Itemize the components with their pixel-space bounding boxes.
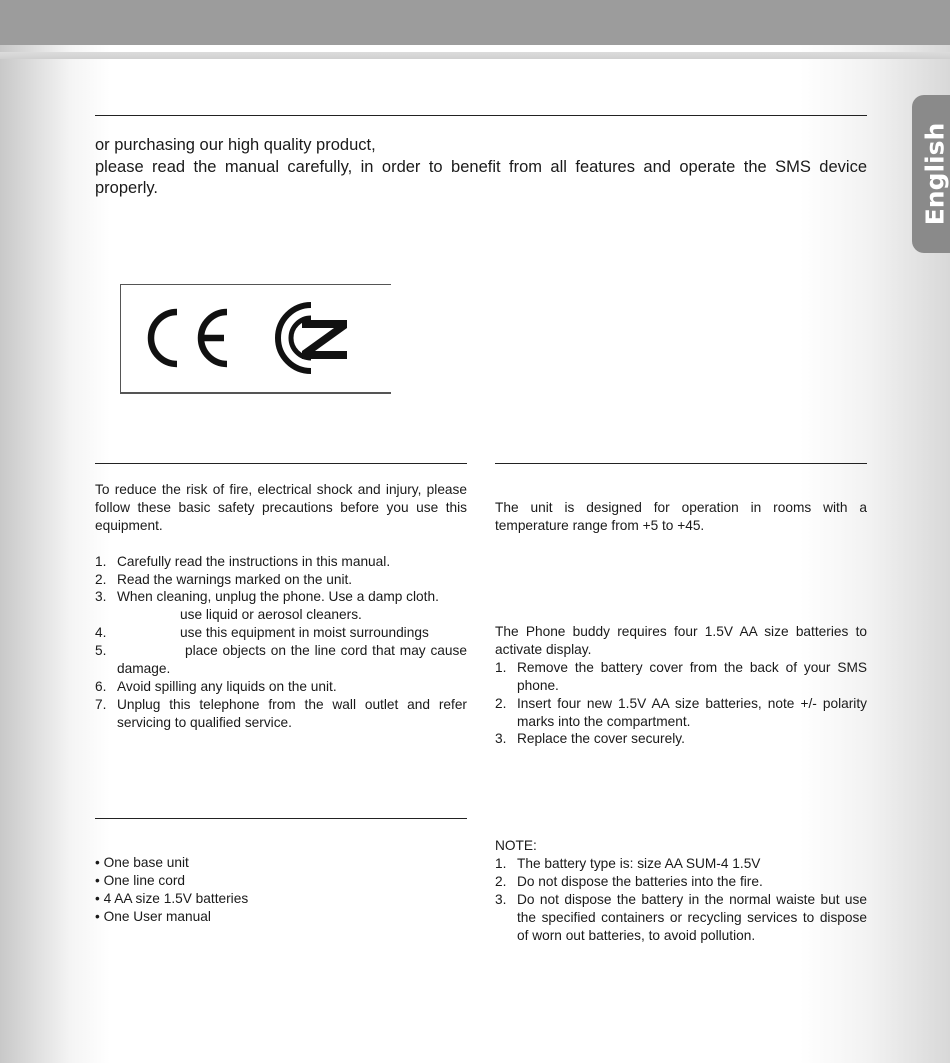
cz-mark-z: [302, 320, 347, 359]
battery-section: [495, 623, 867, 748]
list-item: 6. Avoid spilling any liquids on the unit.: [95, 678, 337, 694]
section-rule: [95, 115, 867, 116]
section-rule: [95, 818, 467, 819]
list-item: 3. Replace the cover securely.: [495, 731, 685, 747]
list-item: 7. Unplug this telephone from the wall outlet and refer servicing to qualified service.: [95, 696, 467, 730]
list-item: • 4 AA size 1.5V batteries: [95, 890, 249, 906]
environment-section: [495, 499, 867, 535]
cz-mark-outer-c: [278, 305, 311, 371]
list-item: 1. Remove the battery cover from the back of your SMS phone.: [495, 659, 867, 693]
list-item: • One base unit: [95, 855, 189, 870]
safety-section: [95, 481, 467, 732]
package-list: [95, 854, 467, 926]
ce-mark-c: [151, 312, 177, 364]
list-item: 2. Do not dispose the batteries into the fire.: [495, 873, 763, 889]
list-item: 3. Do not dispose the battery in the normal waiste but use the specified containers or recycling services to dispose of worn out batteries, to avoid pollution.: [495, 891, 867, 943]
section-rule: [95, 463, 467, 464]
safety-list: [95, 553, 467, 732]
intro-line-3: properly.: [95, 179, 158, 197]
safety-intro: To reduce the risk of fire, electrical shock and injury, please follow these basic safety precautions before you use this equipment.: [95, 482, 467, 533]
intro-text: [95, 135, 867, 200]
list-item: • One User manual: [95, 908, 211, 924]
note-section: [495, 837, 867, 944]
list-item: 4. use this equipment in moist surroundings: [95, 625, 429, 641]
language-tab[interactable]: [912, 95, 950, 253]
list-item: 1. Carefully read the instructions in this manual.: [95, 553, 391, 569]
intro-line-2: please read the manual carefully, in order to benefit from all features and operate the SMS device: [95, 157, 867, 176]
top-header-bar: [0, 0, 950, 45]
list-item: 2. Insert four new 1.5V AA size batteries, note +/- polarity marks into the compartment.: [495, 695, 867, 729]
note-label: NOTE:: [495, 838, 537, 853]
list-item: 5. place objects on the line cord that may cause damage.: [95, 643, 467, 677]
list-item: • One line cord: [95, 872, 186, 888]
header-stripe: [0, 52, 950, 59]
battery-list: [495, 659, 867, 749]
note-list: [495, 855, 867, 945]
list-item: 2. Read the warnings marked on the unit.: [95, 571, 353, 587]
list-item: 1. The battery type is: size AA SUM-4 1.5V: [495, 855, 761, 871]
list-item: 3. When cleaning, unplug the phone. Use a damp cloth.: [95, 589, 439, 605]
battery-intro: The Phone buddy requires four 1.5V AA size batteries to activate display.: [495, 624, 867, 657]
environment-text: The unit is designed for operation in rooms with a temperature range from +5 to +45.: [495, 500, 867, 533]
intro-line-1: or purchasing our high quality product,: [95, 136, 376, 154]
language-tab-label: English: [920, 122, 949, 226]
certification-logos: [120, 284, 391, 394]
list-item: use liquid or aerosol cleaners.: [180, 607, 362, 623]
package-contents: [95, 854, 467, 926]
section-rule: [495, 463, 867, 464]
